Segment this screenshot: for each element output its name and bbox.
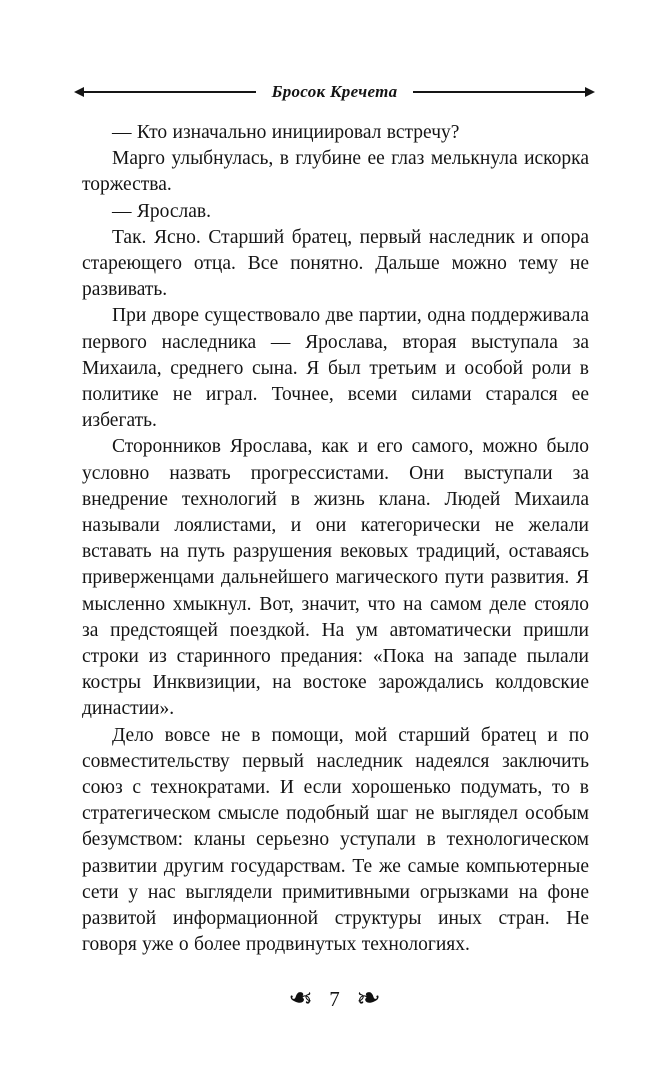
header-rule-right-with-arrow-icon xyxy=(413,91,593,93)
paragraph: Дело вовсе не в помощи, мой старший братец и по совместительству первый наследник надеялся заключить союз с технократами. И если хорошенько подумать, то в стратегическом смысле подобный шаг не выглядел особым безумством: кланы серьезно уступали в технологическом развитии другим государствам. Те же самые компьютерные сети у нас выглядели примитивными огрызками на фоне развитой информационной структуры иных стран. Не говоря уже о более продвинутых технологиях. xyxy=(82,724,589,956)
paragraph-dialogue: — Кто изначально инициировал встречу? xyxy=(112,122,460,143)
footer-ornament-left-icon: ❧ xyxy=(286,980,316,1017)
body-text-block xyxy=(0,102,669,959)
paragraph: Так. Ясно. Старший братец, первый наследник и опора стареющего отца. Все понятно. Дальше можно тему не развивать. xyxy=(82,226,589,301)
footer-ornament-right-icon: ❧ xyxy=(353,980,383,1017)
running-head xyxy=(0,0,669,102)
header-rule-left-with-arrow-icon xyxy=(76,91,256,93)
paragraph: Марго улыбнулась, в глубине ее глаз мелькнула искорка торжества. xyxy=(82,148,589,196)
paragraph: Сторонников Ярослава, как и его самого, можно было условно назвать прогрессистами. Они выступали за внедрение технологий в жизнь клана. Людей Михаила называли лоялистами, и они категорически не желали вставать на путь разрушения вековых традиций, оставаясь приверженцами дальнейшего магического пути развития. Я мысленно хмыкнул. Вот, значит, что на самом деле стояло за предстоящей поездкой. На ум автоматически пришли строки из старинного предания: «Пока на западе пылали костры Инквизиции, на востоке зарождались колдовские династии». xyxy=(82,436,589,720)
page-number: 7 xyxy=(329,986,340,1011)
paragraph: При дворе существовало две партии, одна поддерживала первого наследника — Ярослава, вторая выступала за Михаила, среднего сына. Я был третьим и особой роли в политике не играл. Точнее, всеми силами старался ее избегать. xyxy=(82,305,589,432)
chapter-title: Бросок Кречета xyxy=(271,82,398,101)
page-footer xyxy=(0,980,669,1017)
paragraph-dialogue: — Ярослав. xyxy=(112,200,211,222)
